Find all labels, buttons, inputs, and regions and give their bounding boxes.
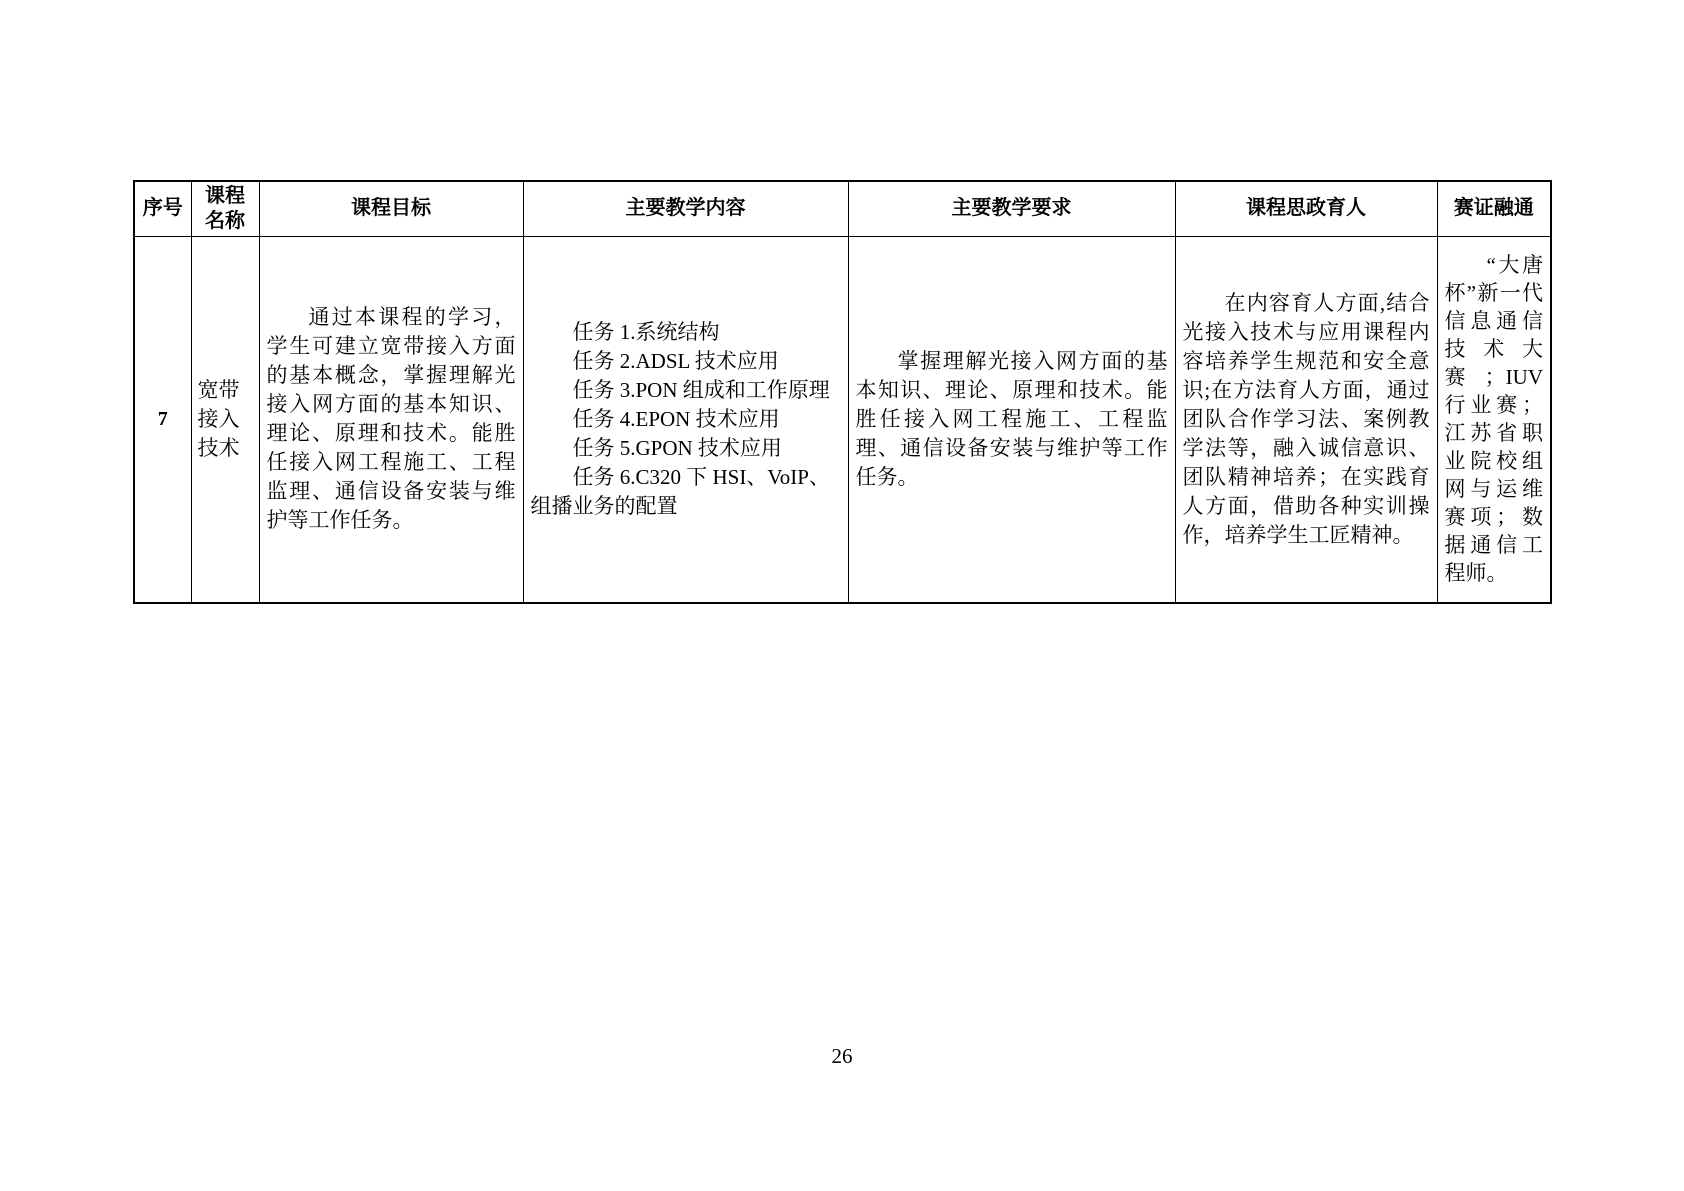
cell-index: 7 <box>134 236 191 603</box>
column-header-competition-certification: 赛证融通 <box>1437 181 1551 236</box>
task-line-5: 任务 5.GPON 技术应用 <box>572 435 782 460</box>
cell-course-objectives <box>259 236 523 603</box>
task-line-4: 任务 4.EPON 技术应用 <box>572 406 780 431</box>
column-header-index: 序号 <box>134 181 191 236</box>
column-header-teaching-content: 主要教学内容 <box>523 181 848 236</box>
teaching-requirements-text: 掌握理解光接入网方面的基本知识、理论、原理和技术。能胜任接入网工程施工、工程监理、通信设备安装与维护等工作任务。 <box>855 348 1168 489</box>
column-header-course-name: 课程名称 <box>191 181 259 236</box>
cell-ideology-education <box>1175 236 1437 603</box>
column-header-teaching-requirements: 主要教学要求 <box>848 181 1175 236</box>
task-line-2: 任务 2.ADSL 技术应用 <box>572 348 779 373</box>
task-line-1: 任务 1.系统结构 <box>572 319 720 344</box>
course-table <box>133 180 1552 604</box>
ideology-education-text: 在内容育人方面,结合光接入技术与应用课程内容培养学生规范和安全意识;在方法育人方面，通过团队合作学习法、案例教学法等，融入诚信意识、团队精神培养；在实践育人方面，借助各种实训操作，培养学生工匠精神。 <box>1182 290 1430 547</box>
table-header-row <box>134 181 1551 236</box>
competition-certification-text: “大唐杯”新一代信息通信技术大赛；IUV 行业赛；江苏省职业院校组网与运维赛项；数据通信工程师。 <box>1444 253 1543 586</box>
cell-teaching-requirements <box>848 236 1175 603</box>
course-objectives-text: 通过本课程的学习，学生可建立宽带接入方面的基本概念，掌握理解光接入网方面的基本知识、理论、原理和技术。能胜任接入网工程施工、工程监理、通信设备安装与维护等工作任务。 <box>266 305 516 533</box>
column-header-ideology-education: 课程思政育人 <box>1175 181 1437 236</box>
column-header-course-objectives: 课程目标 <box>259 181 523 236</box>
cell-teaching-content <box>523 236 848 603</box>
cell-competition-certification <box>1437 236 1551 603</box>
page-number: 26 <box>831 1044 853 1068</box>
task-line-6: 任务 6.C320 下 HSI、VoIP、组播业务的配置 <box>530 464 830 518</box>
table-row <box>134 236 1551 603</box>
cell-course-name: 宽带接入技术 <box>191 236 259 603</box>
task-line-3: 任务 3.PON 组成和工作原理 <box>572 377 830 402</box>
